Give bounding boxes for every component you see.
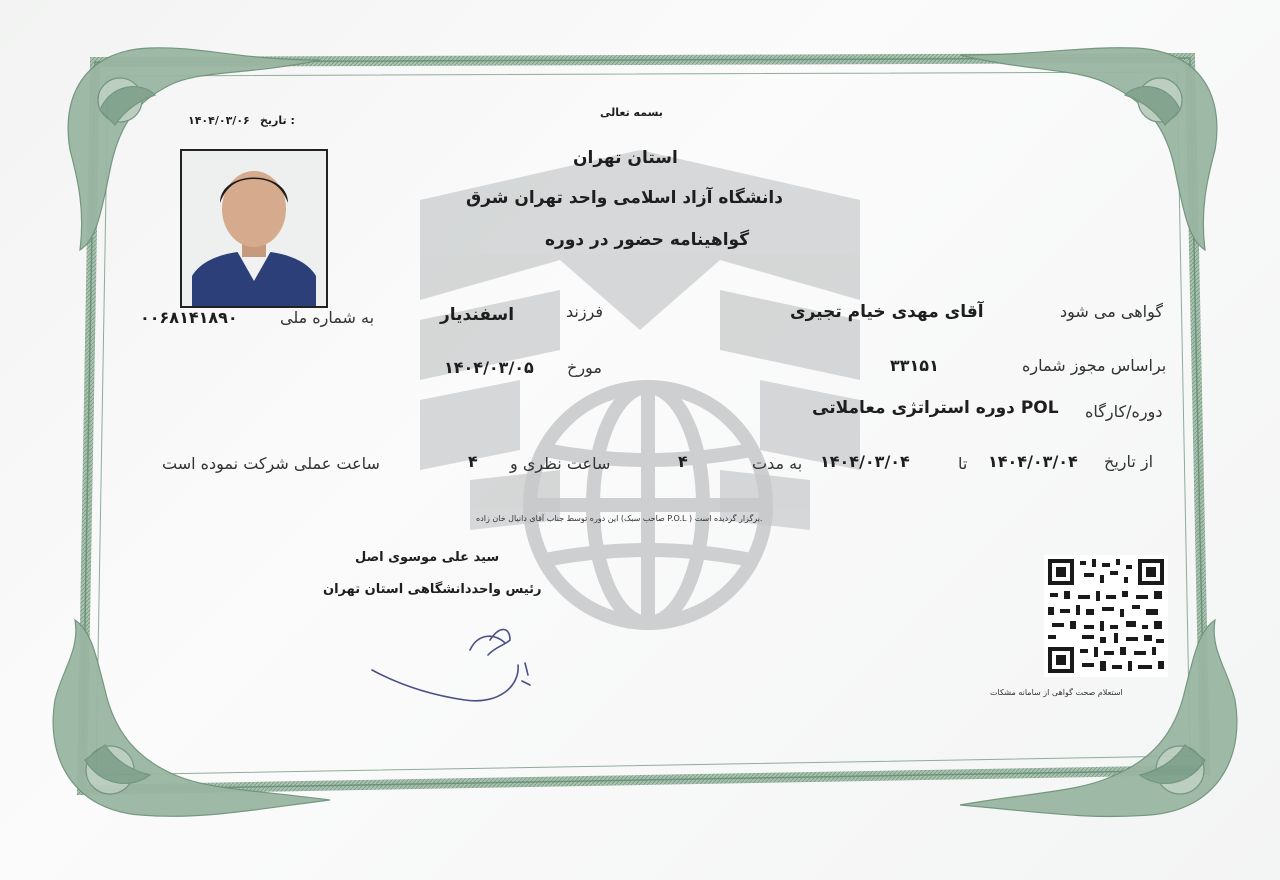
province-title: استان تهران xyxy=(573,148,678,168)
signatory-title: رئیس واحددانشگاهی استان تهران xyxy=(323,582,542,597)
certify-label: گواهی می شود xyxy=(1060,302,1163,321)
invocation-text: بسمه تعالی xyxy=(600,106,663,119)
theory-label: ساعت نظری و xyxy=(510,454,611,473)
verification-caption: استعلام صحت گواهی از سامانه مشکات xyxy=(990,688,1123,697)
issue-date-label: تاریخ : xyxy=(260,114,295,127)
national-id-label: به شماره ملی xyxy=(280,308,375,327)
license-dated-label: مورخ xyxy=(567,358,602,377)
license-label: براساس مجوز شماره xyxy=(1022,356,1167,375)
qr-code xyxy=(1044,555,1168,677)
portrait-photo xyxy=(180,149,328,308)
issue-date-value: ۱۴۰۴/۰۳/۰۶ xyxy=(188,114,250,127)
to-date: ۱۴۰۴/۰۳/۰۴ xyxy=(820,452,910,471)
to-label: تا xyxy=(958,454,968,473)
duration-label: به مدت xyxy=(752,454,803,473)
recipient-name: آقای مهدی خیام تجیری xyxy=(790,302,984,322)
qr-code-icon xyxy=(1044,555,1168,677)
course-name: دوره استراتژی معاملاتی POL xyxy=(812,398,1059,418)
certificate-title: گواهینامه حضور در دوره xyxy=(545,230,750,250)
from-date-label: از تاریخ xyxy=(1104,452,1154,471)
practical-label: ساعت عملی شرکت نموده است xyxy=(162,454,380,473)
handwritten-signature xyxy=(360,615,560,715)
university-title: دانشگاه آزاد اسلامی واحد تهران شرق xyxy=(466,188,783,208)
child-of-label: فرزند xyxy=(566,302,604,321)
course-label: دوره/کارگاه xyxy=(1085,402,1163,421)
practical-hours: ۴ xyxy=(468,452,478,471)
course-note: این دوره توسط جناب آقای دانیال خان زاده (صاحب سبک P.O.L ) برگزار گردیده است. xyxy=(476,514,763,523)
license-date: ۱۴۰۴/۰۳/۰۵ xyxy=(444,358,534,377)
license-number: ۳۳۱۵۱ xyxy=(890,356,939,375)
portrait-icon xyxy=(182,151,326,306)
theory-hours: ۴ xyxy=(678,452,688,471)
from-date: ۱۴۰۴/۰۳/۰۴ xyxy=(988,452,1078,471)
national-id-value: ۰۰۶۸۱۴۱۸۹۰ xyxy=(140,308,238,327)
father-name: اسفندیار xyxy=(440,305,515,325)
signatory-name: سید علی موسوی اصل xyxy=(355,550,500,565)
